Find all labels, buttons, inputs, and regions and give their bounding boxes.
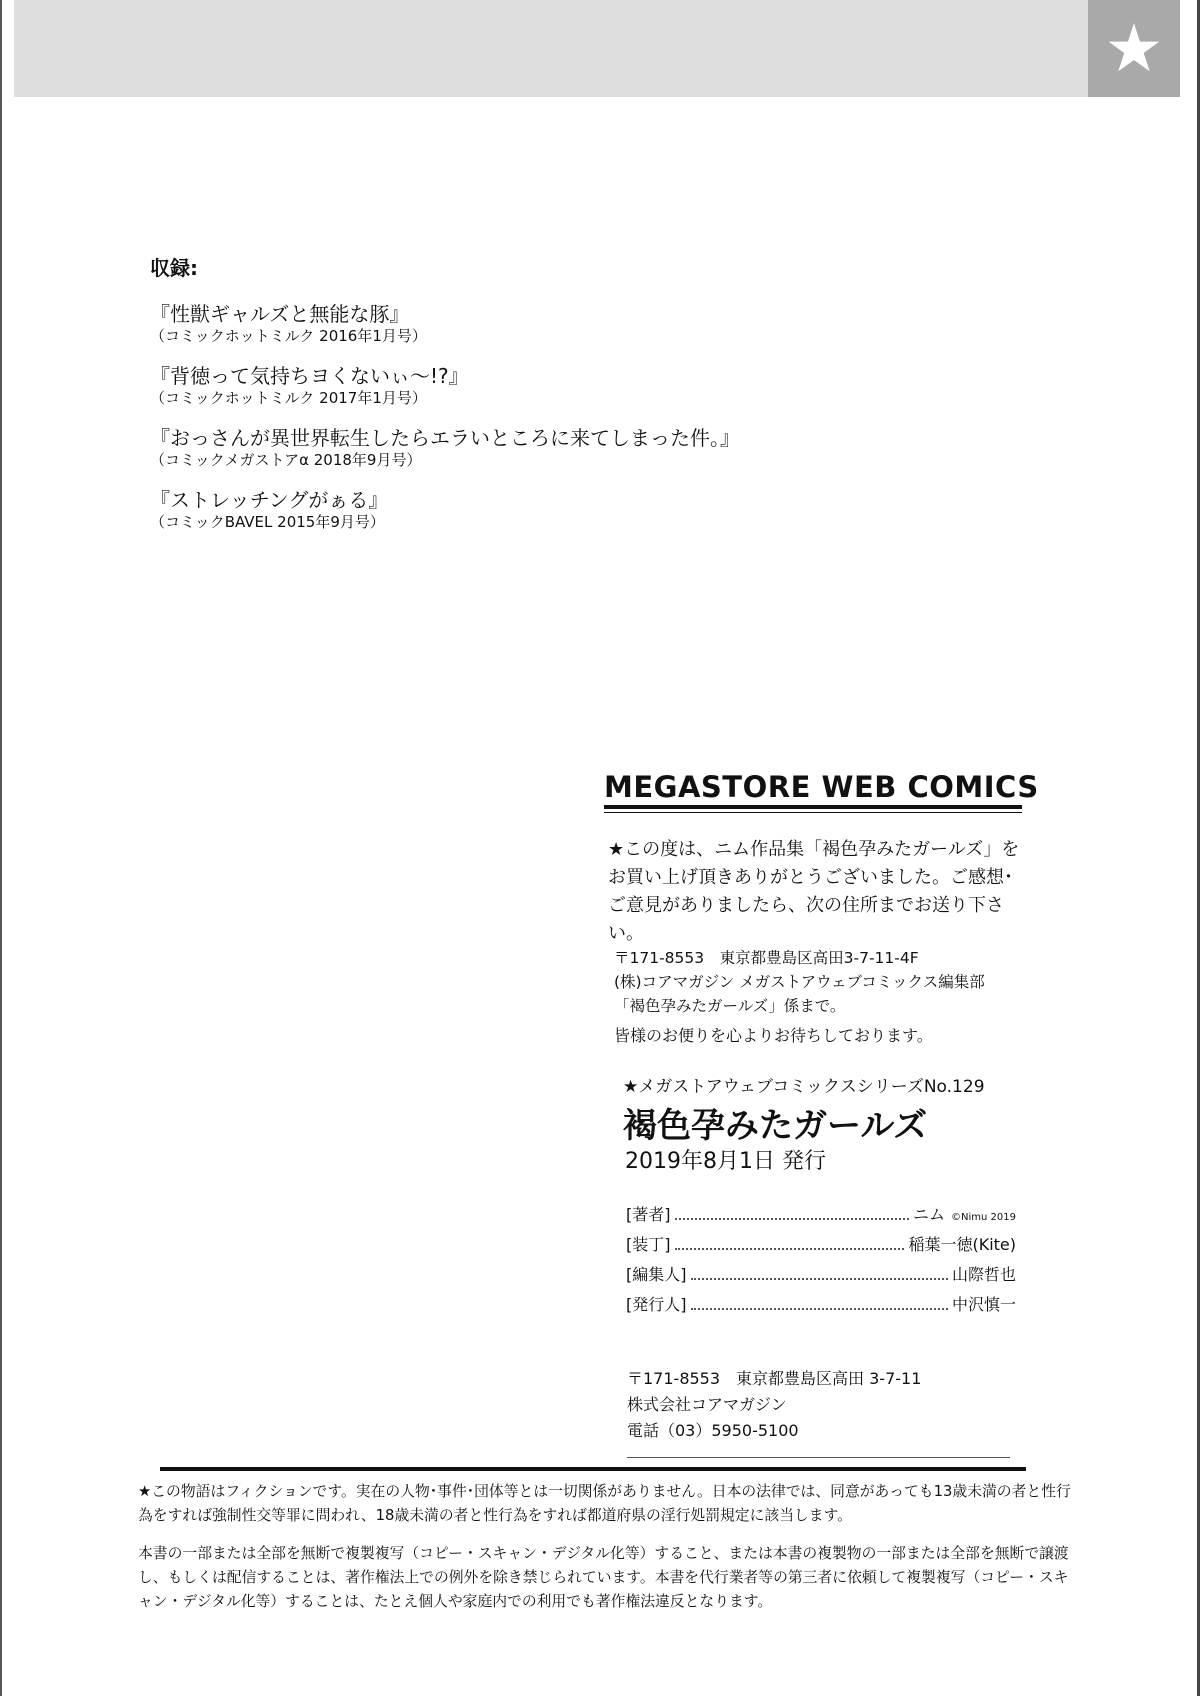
book-title: 褐色孕みたガールズ — [623, 1106, 928, 1146]
leader-dots — [691, 1308, 948, 1310]
star-icon: ★ — [1104, 9, 1164, 87]
credit-row — [626, 1202, 1016, 1232]
address-line: 「褐色孕みたガールズ」係まで。 — [614, 997, 846, 1015]
address-line: 〒171-8553 東京都豊島区高田3-7-11-4F — [614, 949, 919, 967]
footer-divider — [160, 1467, 1026, 1471]
credit-role: [著者] — [626, 1205, 671, 1224]
copyright-mark: ©Nimu 2019 — [951, 1212, 1016, 1223]
credit-row — [626, 1292, 1016, 1322]
credit-name: 中沢慎一 — [951, 1295, 1016, 1314]
bookmark-star-button[interactable] — [1088, 0, 1180, 97]
contents-list — [150, 252, 740, 549]
credit-role: [装丁] — [626, 1235, 671, 1254]
brand-underline-thin — [604, 812, 1022, 813]
leader-dots — [691, 1278, 948, 1280]
work-source: （コミックメガストアα 2018年9月号） — [150, 451, 422, 469]
publisher-phone: 電話（03）5950-5100 — [627, 1421, 799, 1440]
work-title: 『性獣ギャルズと無能な豚』 — [150, 302, 410, 326]
divider — [627, 1457, 1010, 1458]
work-item — [150, 363, 740, 408]
work-item — [150, 487, 740, 532]
work-item — [150, 301, 740, 346]
credits-list — [626, 1202, 1016, 1322]
address-line: (株)コアマガジン メガストアウェブコミックス編集部 — [614, 973, 985, 991]
work-source: （コミックBAVEL 2015年9月号） — [150, 513, 385, 531]
series-label: ★メガストアウェブコミックスシリーズNo.129 — [623, 1077, 985, 1097]
work-title: 『背徳って気持ちヨくないぃ〜!?』 — [150, 364, 469, 388]
credit-name: ニム — [913, 1205, 946, 1224]
publisher-address: 〒171-8553 東京都豊島区高田 3-7-11 — [627, 1369, 922, 1388]
work-source: （コミックホットミルク 2017年1月号） — [150, 389, 427, 407]
work-title: 『おっさんが異世界転生したらエラいところに来てしまった件。』 — [150, 426, 740, 450]
contents-heading: 収録: — [150, 256, 198, 280]
leader-dots — [675, 1248, 905, 1250]
fiction-notice: ★この物語はフィクションです。実在の人物･事件･団体等とは一切関係がありません。日本の法律では、同意があっても13歳未満の者と性行為をすれば強制性交等罪に問われ、18歳未満の者と性行為をすれば都道府県の淫行処罰規定に該当します。 — [138, 1483, 1071, 1524]
credit-role: [発行人] — [626, 1295, 687, 1314]
publish-date: 2019年8月1日 発行 — [625, 1149, 826, 1174]
mailing-address — [614, 946, 985, 1048]
header-bar — [14, 0, 1088, 97]
credit-row — [626, 1262, 1016, 1292]
leader-dots — [675, 1218, 910, 1220]
brand-logo: MEGASTORE WEB COMICS — [604, 770, 1039, 804]
credit-row — [626, 1232, 1016, 1262]
credit-role: [編集人] — [626, 1265, 687, 1284]
brand-underline — [604, 805, 1022, 809]
reader-message: ★この度は、ニム作品集「褐色孕みたガールズ」をお買い上げ頂きありがとうございました。ご感想･ご意見がありましたら、次の住所までお送り下さい。 — [608, 839, 1020, 944]
credit-name: 山際哲也 — [951, 1265, 1016, 1284]
thanks-note: 皆様のお便りを心よりお待ちしております。 — [614, 1026, 933, 1045]
work-source: （コミックホットミルク 2016年1月号） — [150, 327, 427, 345]
publisher-info — [627, 1366, 921, 1444]
credit-name: 稲葉一徳(Kite) — [908, 1235, 1016, 1254]
work-title: 『ストレッチングがぁる』 — [150, 488, 389, 512]
work-item — [150, 425, 740, 470]
copyright-notice: 本書の一部または全部を無断で複製複写（コピー・スキャン・デジタル化等）すること、または本書の複製物の一部または全部を無断で譲渡し、もしくは配信することは、著作権法上での例外を除き禁じられています。本書を代行業者等の第三者に依頼して複製複写（コピー・スキャン・デジタル化等）することは、たとえ個人や家庭内での利用でも著作権法違反となります。 — [138, 1545, 1069, 1610]
page-border-left — [0, 0, 2, 1696]
publisher-name: 株式会社コアマガジン — [627, 1395, 787, 1414]
